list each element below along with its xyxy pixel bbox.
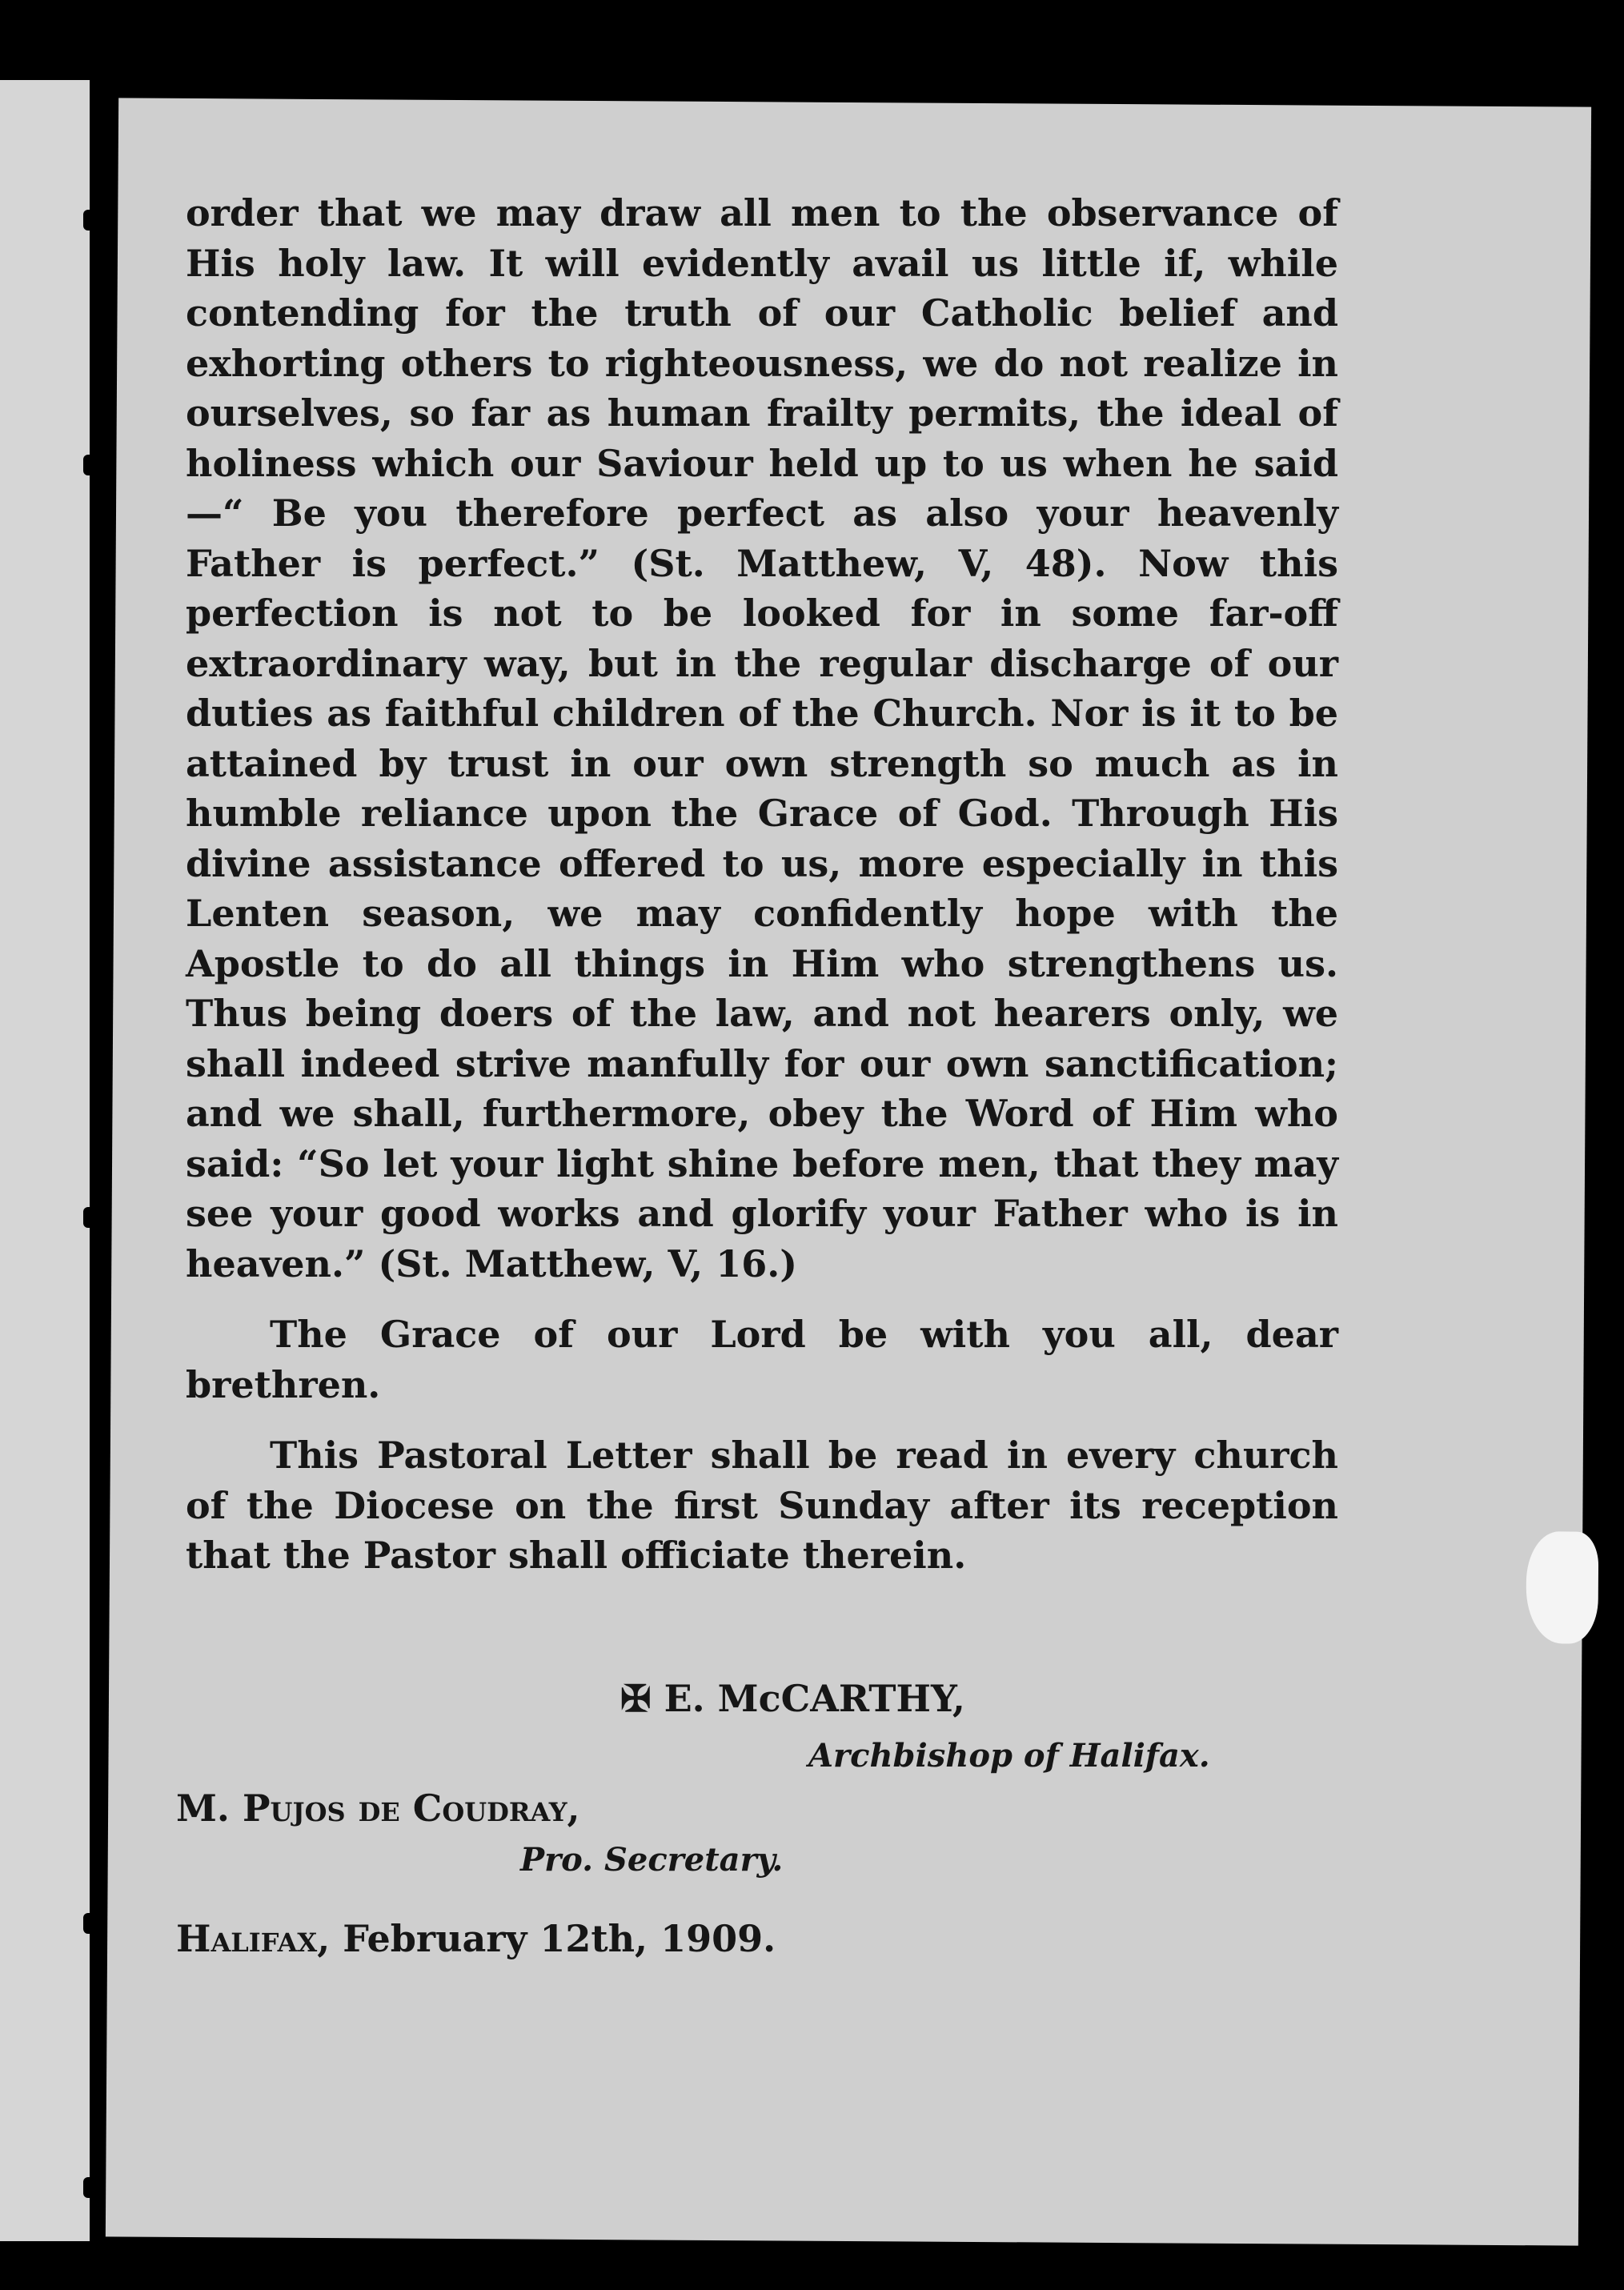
- body-paragraph: This Pastoral Letter shall be read in every church of the Diocese on the first Sunday after its reception that the Pastor shall officiate therein.: [186, 1434, 1338, 1577]
- facing-page-edge: [0, 80, 96, 2241]
- archbishop-name: E. McCARTHY,: [664, 1677, 965, 1720]
- secretary-name: M. Pujos de Coudray,: [176, 1787, 580, 1830]
- body-paragraph: order that we may draw all men to the observance of His holy law. It will evidently avail us little if, while contending for the truth of our Catholic belief and exhorting others to righteousness, we do not realize in ourselves, so far as human frailty permits, the ideal of holiness which our Saviour held up to us when he said—“ Be you therefore perfect as also your heavenly Father is perfect.” (St. Matthew, V, 48). Now this perfection is not to be looked for in some far-off extraordinary way, but in the regular discharge of our duties as faithful children of the Church. Nor is it to be attained by trust in our own strength so much as in humble reliance upon the Grace of God. Through His divine assistance offered to us, more especially in this Lenten season, we may confidently hope with the Apostle to do all things in Him who strengthens us. Thus being doers of the law, and not hearers only, we shall indeed strive manfully for our own sanctification; and we shall, furthermore, obey the Word of Him who said: “So let your light shine before men, that they may see your good works and glorify your Father who is in heaven.” (St. Matthew, V, 16.): [186, 191, 1338, 1285]
- paper-damage-spot: [1526, 1531, 1598, 1644]
- dateline-place: Halifax,: [176, 1917, 331, 1960]
- dateline: [176, 1917, 776, 1960]
- cross-icon: ✠: [620, 1677, 652, 1720]
- dateline-date: February 12th, 1909.: [343, 1917, 776, 1960]
- binding-stitch: [83, 210, 118, 231]
- archbishop-title: Archbishop of Halifax.: [808, 1737, 1210, 1775]
- archbishop-signature: [620, 1677, 965, 1720]
- body-paragraph: The Grace of our Lord be with you all, dear brethren.: [186, 1313, 1338, 1406]
- letter-body: [186, 188, 1338, 1581]
- binding-stitch: [83, 455, 118, 475]
- secretary-title: Pro. Secretary.: [520, 1841, 784, 1879]
